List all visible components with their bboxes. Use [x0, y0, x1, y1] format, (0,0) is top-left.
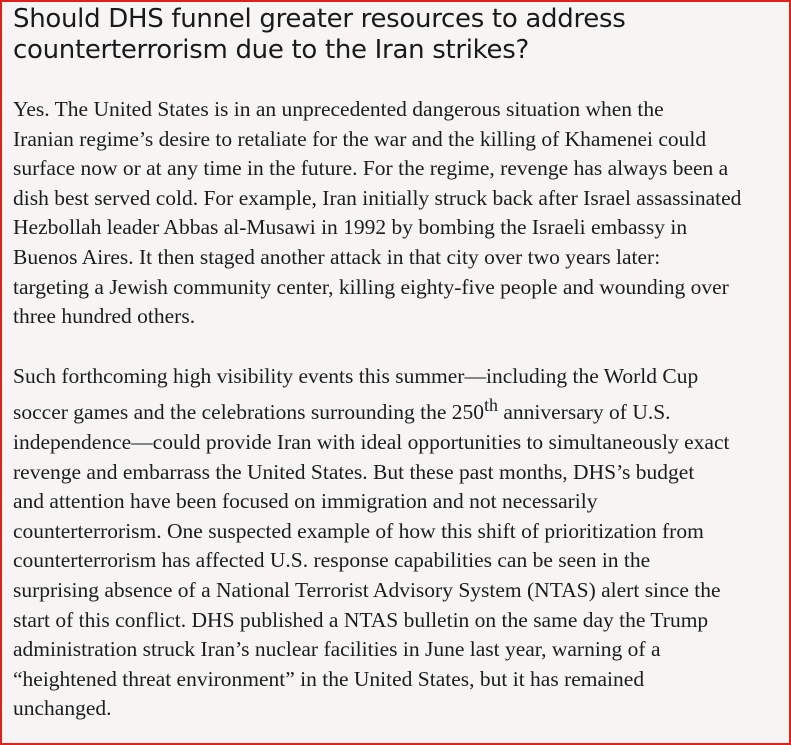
- question-line: Should DHS funnel greater resources to address: [13, 4, 626, 34]
- answer-body: [13, 95, 779, 724]
- text-line: start of this conflict. DHS published a NTAS bulletin on the same day the Trump: [13, 607, 709, 632]
- ordinal-suffix: th: [484, 395, 498, 416]
- text-line: counterterrorism has affected U.S. response capabilities can be seen in the: [13, 548, 651, 573]
- text-line: Such forthcoming high visibility events this summer—including the World Cup: [13, 363, 699, 388]
- text-line: administration struck Iran’s nuclear facilities in June last year, warning of a: [13, 637, 661, 662]
- text-line: surprising absence of a National Terrorist Advisory System (NTAS) alert since the: [13, 578, 721, 603]
- answer-paragraph-2: [13, 362, 779, 724]
- text-line: unchanged.: [13, 696, 112, 721]
- text-line: and attention have been focused on immigration and not necessarily: [13, 489, 598, 514]
- text-line: anniversary of U.S.: [498, 400, 671, 425]
- answer-paragraph-1: [13, 95, 779, 332]
- text-line: independence—could provide Iran with ideal opportunities to simultaneously exact: [13, 430, 730, 455]
- text-line: three hundred others.: [13, 304, 196, 329]
- question-line: counterterrorism due to the Iran strikes?: [13, 35, 529, 65]
- question-heading: [13, 4, 779, 66]
- text-line: “heightened threat environment” in the United States, but it has remained: [13, 666, 645, 691]
- text-line: Hezbollah leader Abbas al-Musawi in 1992 by bombing the Israeli embassy in: [13, 215, 688, 240]
- text-line: dish best served cold. For example, Iran initially struck back after Israel assassinated: [13, 185, 742, 210]
- text-line: revenge and embarrass the United States. But these past months, DHS’s budget: [13, 459, 695, 484]
- text-line: soccer games and the celebrations surrounding the 250: [13, 400, 485, 425]
- text-line: Buenos Aires. It then staged another attack in that city over two years later:: [13, 244, 661, 269]
- text-line: Iranian regime’s desire to retaliate for the war and the killing of Khamenei could: [13, 126, 707, 151]
- text-line: counterterrorism. One suspected example of how this shift of prioritization from: [13, 518, 704, 543]
- text-line: Yes. The United States is in an unprecedented dangerous situation when the: [13, 97, 664, 121]
- text-line: targeting a Jewish community center, killing eighty-five people and wounding over: [13, 274, 729, 299]
- text-line: surface now or at any time in the future. For the regime, revenge has always been a: [13, 156, 729, 181]
